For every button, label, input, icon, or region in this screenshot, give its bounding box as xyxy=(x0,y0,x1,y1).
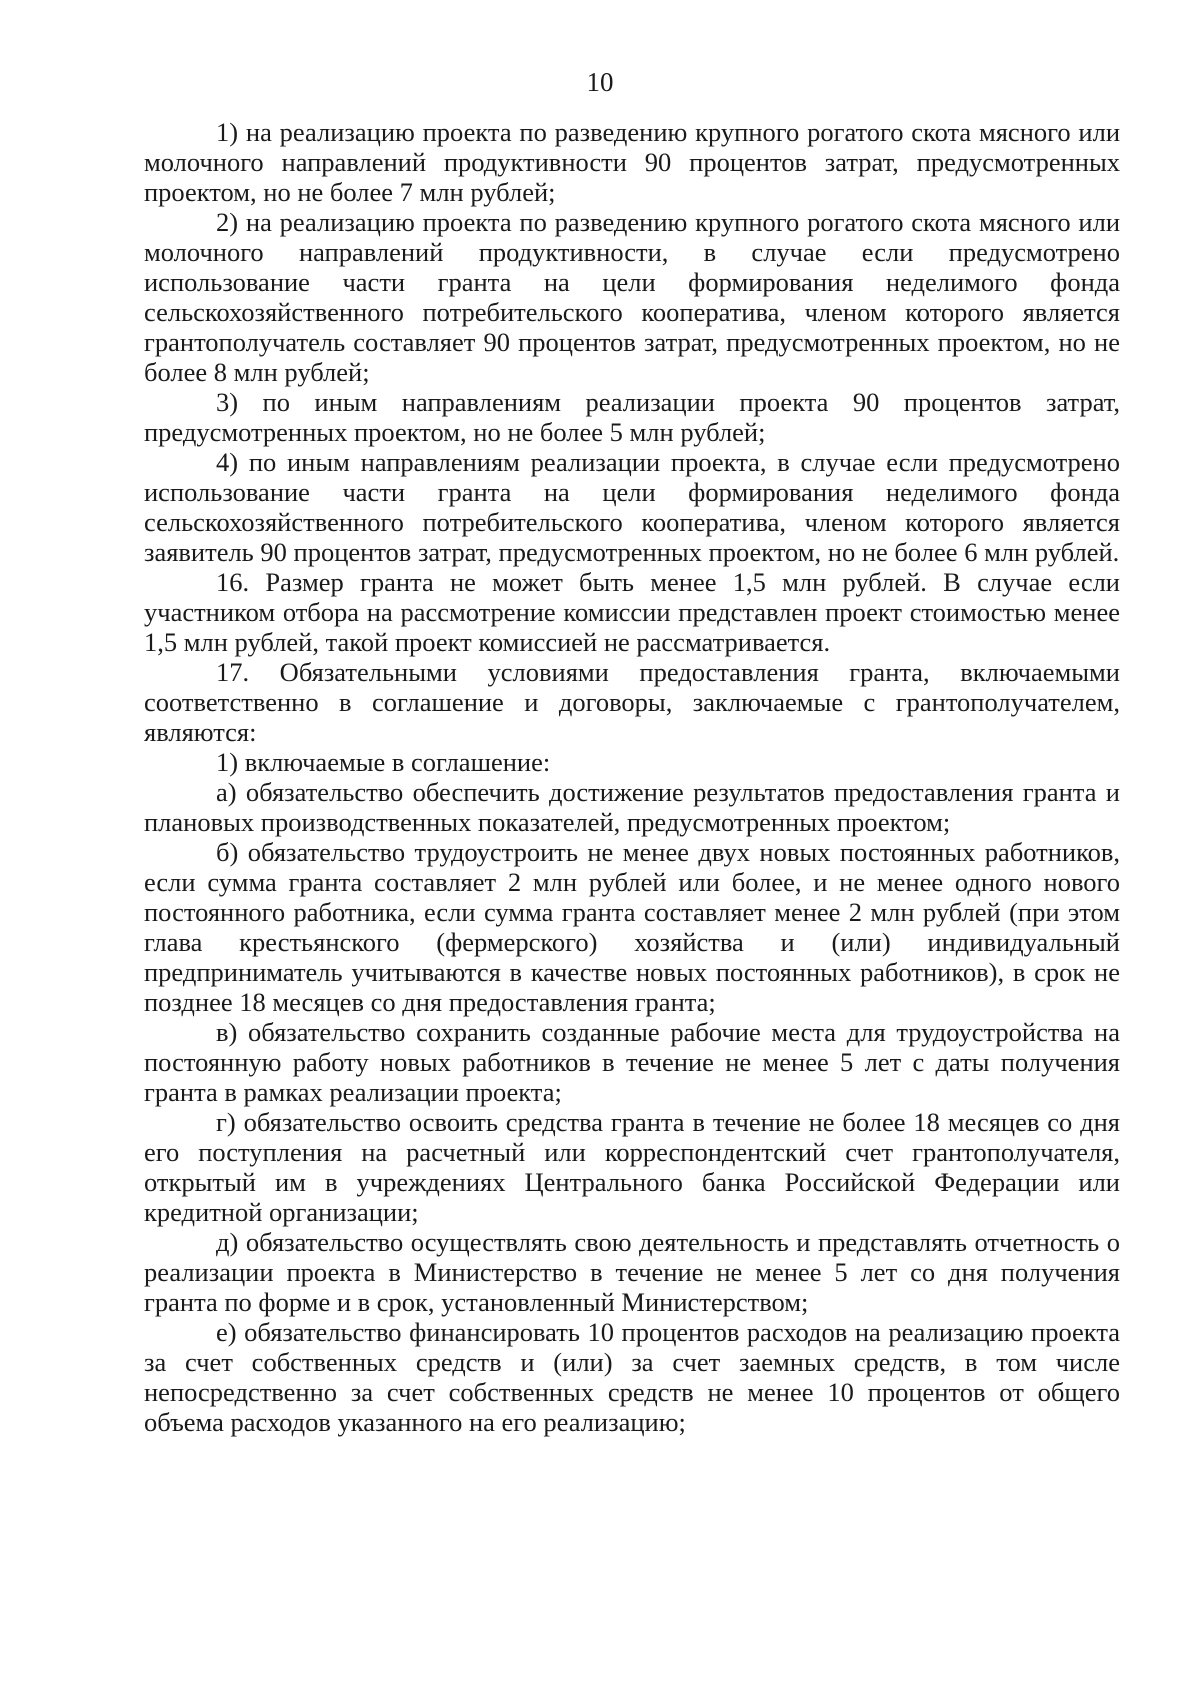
paragraph-1: 1) на реализацию проекта по разведению крупного рогатого скота мясного или молочного направлений продуктивности 90 процентов затрат, предусмотренных проектом, но не более 7 млн рублей; xyxy=(144,117,1120,207)
paragraph-17-1-b: б) обязательство трудоустроить не менее двух новых постоянных работников, если сумма гранта составляет 2 млн рублей или более, и не менее одного нового постоянного работника, если сумма гранта составляет менее 2 млн рублей (при этом глава крестьянского (фермерского) хозяйства и (или) индивидуальный предприниматель учитываются в качестве новых постоянных работников), в срок не позднее 18 месяцев со дня предоставления гранта; xyxy=(144,837,1120,1017)
paragraph-2: 2) на реализацию проекта по разведению крупного рогатого скота мясного или молочного направлений продуктивности, в случае если предусмотрено использование части гранта на цели формирования неделимого фонда сельскохозяйственного потребительского кооператива, членом которого является грантополучатель составляет 90 процентов затрат, предусмотренных проектом, но не более 8 млн рублей; xyxy=(144,207,1120,387)
paragraph-17-1-d: д) обязательство осуществлять свою деятельность и представлять отчетность о реализации проекта в Министерство в течение не менее 5 лет со дня получения гранта по форме и в срок, установленный Министерством; xyxy=(144,1227,1120,1317)
paragraph-16: 16. Размер гранта не может быть менее 1,5 млн рублей. В случае если участником отбора на рассмотрение комиссии представлен проект стоимостью менее 1,5 млн рублей, такой проект комиссией не рассматривается. xyxy=(144,567,1120,657)
paragraph-17-1-a: а) обязательство обеспечить достижение результатов предоставления гранта и плановых производственных показателей, предусмотренных проектом; xyxy=(144,777,1120,837)
document-body xyxy=(144,117,1120,1437)
paragraph-17-1-g: г) обязательство освоить средства гранта в течение не более 18 месяцев со дня его поступления на расчетный или корреспондентский счет грантополучателя, открытый им в учреждениях Центрального банка Российской Федерации или кредитной организации; xyxy=(144,1107,1120,1227)
paragraph-17-1-v: в) обязательство сохранить созданные рабочие места для трудоустройства на постоянную работу новых работников в течение не менее 5 лет с даты получения гранта в рамках реализации проекта; xyxy=(144,1017,1120,1107)
paragraph-4: 4) по иным направлениям реализации проекта, в случае если предусмотрено использование части гранта на цели формирования неделимого фонда сельскохозяйственного потребительского кооператива, членом которого является заявитель 90 процентов затрат, предусмотренных проектом, но не более 6 млн рублей. xyxy=(144,447,1120,567)
paragraph-17: 17. Обязательными условиями предоставления гранта, включаемыми соответственно в соглашение и договоры, заключаемые с грантополучателем, являются: xyxy=(144,657,1120,747)
paragraph-17-1: 1) включаемые в соглашение: xyxy=(216,747,551,777)
paragraph-3: 3) по иным направлениям реализации проекта 90 процентов затрат, предусмотренных проектом, но не более 5 млн рублей; xyxy=(144,387,1120,447)
paragraph-17-1-e: е) обязательство финансировать 10 процентов расходов на реализацию проекта за счет собственных средств и (или) за счет заемных средств, в том числе непосредственно за счет собственных средств не менее 10 процентов от общего объема расходов указанного на его реализацию; xyxy=(144,1317,1120,1437)
page-number: 10 xyxy=(586,67,614,97)
